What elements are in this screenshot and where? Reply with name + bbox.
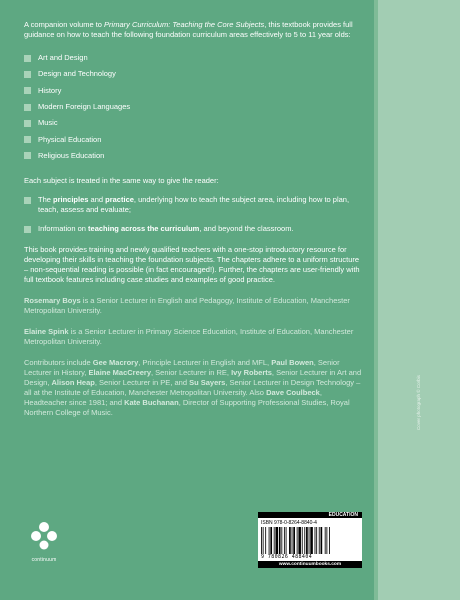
approach-item-principles — [38, 195, 364, 215]
subject-label: Music — [38, 118, 58, 128]
approach-bold: teaching across the curriculum — [88, 224, 200, 234]
author-bio — [24, 327, 364, 347]
author-description: is a Senior Lecturer in Primary Science Education, Institute of Education, Manchester Metropolitan University. — [24, 327, 354, 347]
gives-paragraph: Each subject is treated in the same way to give the reader: — [24, 176, 219, 186]
contributor-text: , Senior Lecturer in Design Technology – all at the Institute of Education, Manchester Metropolitan University. Also — [24, 378, 361, 398]
approach-list — [24, 195, 364, 234]
list-item — [24, 83, 364, 99]
contributors-paragraph — [24, 358, 364, 418]
blurb — [24, 20, 364, 418]
contributor-name: Dave Coulbeck — [266, 388, 320, 398]
author-name: Rosemary Boys — [24, 296, 81, 306]
approach-bold: practice — [105, 195, 134, 205]
summary-paragraph: This book provides training and newly qualified teachers with a one-stop introductory resource for developing their skills in teaching the foundation subjects. The chapters adhere to a uniform structure – non-sequential reading is possible (in fact encouraged!). Further, the chapters are user-friendly with full textbook features including case studies and examples of good practice. — [24, 245, 360, 285]
barcode-category: EDUCATION — [258, 512, 362, 518]
contributor-text: , Headteacher since 1981; and — [24, 388, 322, 408]
intro-paragraph — [24, 20, 364, 40]
barcode — [258, 512, 362, 568]
contributor-text: , Senior Lecturer in PE, and — [94, 378, 190, 388]
intro-text-start: A companion volume to — [24, 20, 105, 29]
square-bullet-icon — [24, 120, 31, 127]
square-bullet-icon — [24, 71, 31, 78]
barcode-digits: 9 780826 488404 — [261, 554, 313, 560]
subject-label: Religious Education — [38, 150, 105, 160]
square-bullet-icon — [24, 226, 31, 233]
square-bullet-icon — [24, 197, 31, 204]
author-bio — [24, 296, 364, 316]
author-name: Elaine Spink — [24, 327, 69, 337]
approach-text: , and beyond the classroom. — [199, 224, 294, 234]
contributor-text: , Senior Lecturer in RE, — [151, 368, 232, 378]
contributor-text: , Senior Lecturer in Art and Design, — [24, 368, 362, 388]
approach-text: The — [38, 195, 54, 205]
intro-text-end: , this textbook provides full guidance on how to teach the following foundation curriculum areas effectively to 5 to 11 year olds: — [24, 20, 353, 39]
continuum-logo-icon — [26, 520, 62, 550]
list-item — [24, 195, 364, 215]
side-strip — [378, 0, 460, 600]
list-item — [24, 148, 364, 164]
publisher-url: www.continuumbooks.com — [258, 561, 362, 568]
list-item — [24, 131, 364, 147]
list-item — [24, 66, 364, 82]
contributor-name: Paul Bowen — [271, 358, 314, 368]
subject-label: Design and Technology — [38, 69, 116, 79]
contributor-name: Kate Buchanan — [124, 398, 179, 408]
square-bullet-icon — [24, 55, 31, 62]
contributor-name: Gee Macrory — [92, 358, 139, 368]
square-bullet-icon — [24, 87, 31, 94]
author-description: is a Senior Lecturer in English and Pedagogy, Institute of Education, Manchester Metropolitan University. — [24, 296, 350, 316]
publisher-name: continuum — [31, 557, 57, 563]
barcode-bars-icon — [261, 527, 359, 554]
subject-label: History — [38, 85, 62, 95]
contributor-name: Elaine MacCreery — [88, 368, 152, 378]
square-bullet-icon — [24, 136, 31, 143]
contributor-text: Contributors include — [24, 358, 93, 368]
approach-item-curriculum — [38, 224, 294, 234]
list-item — [24, 115, 364, 131]
contributor-text: , Principle Lecturer in English and MFL, — [138, 358, 272, 368]
approach-text: , underlying how to teach the subject area, including how to plan, teach, assess and evaluate; — [38, 195, 350, 215]
photo-credit: Cover photograph © Corbis — [416, 375, 421, 430]
subject-label: Modern Foreign Languages — [38, 102, 131, 112]
contributor-text: , Senior Lecturer in History, — [24, 358, 340, 378]
list-item — [24, 224, 364, 234]
contributor-text: , Director of Supporting Professional Studies, Royal Northern College of Music. — [24, 398, 350, 418]
subject-list — [24, 50, 364, 164]
approach-text: and — [88, 195, 106, 205]
square-bullet-icon — [24, 152, 31, 159]
list-item — [24, 99, 364, 115]
companion-title: Primary Curriculum: Teaching the Core Subjects — [104, 20, 265, 29]
contributor-name: Ivy Roberts — [231, 368, 272, 378]
approach-bold: principles — [53, 195, 89, 205]
isbn-label: ISBN 978-0-8264-8840-4 — [261, 520, 317, 526]
publisher-logo — [26, 520, 62, 563]
approach-text: Information on — [38, 224, 89, 234]
subject-label: Art and Design — [38, 53, 88, 63]
list-item — [24, 50, 364, 66]
square-bullet-icon — [24, 104, 31, 111]
contributor-name: Su Sayers — [189, 378, 226, 388]
subject-label: Physical Education — [38, 134, 102, 144]
contributor-name: Alison Heap — [51, 378, 95, 388]
